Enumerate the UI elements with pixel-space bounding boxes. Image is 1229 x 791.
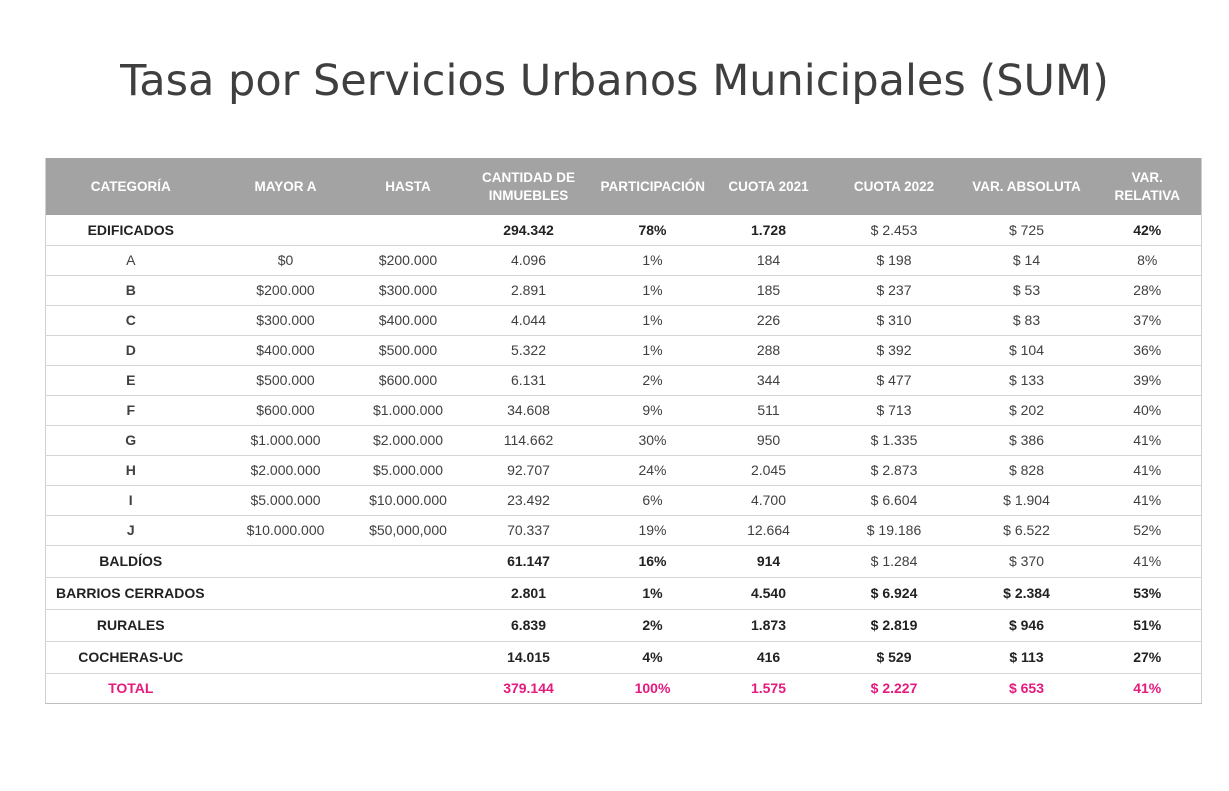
cell-hasta: $50,000,000: [369, 522, 447, 538]
table-row: [46, 515, 1202, 545]
cell-hasta: $300.000: [378, 282, 438, 298]
cell-cantidad: 379.144: [503, 680, 554, 696]
cell-participacion: 1%: [642, 282, 663, 298]
cell-cuota-2021: 4.700: [750, 492, 787, 508]
cell-hasta: [356, 577, 461, 609]
header-var-absoluta: VAR. ABSOLUTA: [960, 158, 1094, 215]
cell-var-absoluta: $ 113: [1009, 649, 1044, 665]
cell-categoria: J: [126, 522, 135, 538]
table-row: [46, 275, 1202, 305]
cell-var-absoluta: $ 653: [1008, 680, 1045, 696]
table-row: [46, 609, 1202, 641]
cell-var-relativa: 41%: [1133, 432, 1162, 448]
cell-participacion: 9%: [642, 402, 663, 418]
header-categoria: CATEGORÍA: [46, 158, 216, 215]
cell-mayor-a: $300.000: [256, 312, 315, 328]
cell-var-absoluta: $ 53: [1012, 282, 1041, 298]
cell-var-relativa: 40%: [1133, 402, 1162, 418]
header-var-relativa: VAR. RELATIVA: [1094, 158, 1202, 215]
cell-var-relativa: 53%: [1133, 585, 1162, 601]
cell-categoria: RURALES: [96, 617, 165, 633]
cell-categoria: H: [125, 462, 136, 478]
cell-var-absoluta: $ 370: [1008, 553, 1045, 569]
cell-mayor-a: $600.000: [256, 402, 315, 418]
cell-var-relativa: 51%: [1133, 617, 1162, 633]
cell-cuota-2021: 288: [756, 342, 781, 358]
cell-cantidad: 2.891: [510, 282, 547, 298]
cell-hasta: $10.000.000: [369, 492, 447, 508]
cell-categoria: F: [126, 402, 136, 418]
cell-cantidad: 70.337: [507, 522, 550, 538]
header-cuota-2021: CUOTA 2021: [709, 158, 829, 215]
cell-var-absoluta: $ 946: [1008, 617, 1045, 633]
cell-mayor-a: $2.000.000: [250, 462, 321, 478]
cell-cuota-2022: $ 529: [876, 649, 912, 665]
header-mayor-a: MAYOR A: [216, 158, 356, 215]
cell-cuota-2022: $ 2.819: [870, 617, 918, 633]
cell-categoria: TOTAL: [108, 680, 154, 696]
cell-cuota-2021: 511: [757, 402, 780, 418]
cell-cuota-2022: $ 2.453: [870, 221, 918, 238]
cell-mayor-a: $200.000: [256, 282, 315, 298]
cell-cantidad: 2.801: [510, 585, 547, 601]
cell-var-relativa: 42%: [1133, 221, 1162, 238]
cell-categoria: BALDÍOS: [99, 553, 163, 569]
cell-participacion: 100%: [634, 680, 671, 696]
cell-categoria: D: [125, 342, 136, 358]
cell-mayor-a: $0: [277, 252, 294, 268]
cell-cuota-2021: 185: [756, 282, 781, 298]
cell-mayor-a: [216, 641, 356, 673]
cell-cantidad: 6.131: [510, 372, 547, 388]
cell-cuota-2021: 416: [756, 649, 781, 665]
cell-cuota-2021: 226: [756, 312, 781, 328]
cell-cuota-2021: 1.575: [750, 680, 787, 696]
cell-cantidad: 114.662: [503, 432, 554, 448]
cell-var-relativa: 52%: [1133, 522, 1162, 538]
cell-var-relativa: 8%: [1137, 252, 1158, 268]
cell-categoria: G: [125, 432, 137, 448]
page-title: Tasa por Servicios Urbanos Municipales (SUM): [120, 56, 1109, 106]
cell-cuota-2021: 1.728: [750, 221, 787, 238]
cell-hasta: [356, 609, 461, 641]
cell-var-relativa: 36%: [1133, 342, 1162, 358]
cell-mayor-a: $1.000.000: [250, 432, 321, 448]
header-participacion: PARTICIPACIÓN: [597, 158, 709, 215]
cell-cuota-2022: $ 392: [876, 342, 912, 358]
cell-hasta: $600.000: [378, 372, 438, 388]
cell-participacion: 2%: [642, 617, 663, 633]
table-row: [46, 545, 1202, 577]
cell-cuota-2021: 914: [756, 553, 781, 569]
cell-hasta: $5.000.000: [372, 462, 444, 478]
cell-cantidad: 4.044: [510, 312, 547, 328]
table-row: [46, 215, 1202, 245]
table-row: [46, 425, 1202, 455]
cell-var-absoluta: $ 202: [1008, 402, 1045, 418]
cell-cantidad: 14.015: [507, 649, 550, 665]
cell-hasta: [356, 641, 461, 673]
cell-cuota-2021: 12.664: [747, 522, 790, 538]
cell-cuota-2022: $ 477: [876, 372, 912, 388]
table-row: [46, 641, 1202, 673]
cell-hasta: $200.000: [378, 252, 438, 268]
cell-participacion: 4%: [642, 649, 663, 665]
cell-cuota-2022: $ 2.227: [870, 680, 918, 696]
cell-mayor-a: [216, 577, 356, 609]
cell-categoria: EDIFICADOS: [87, 221, 174, 238]
cell-var-absoluta: $ 104: [1008, 342, 1045, 358]
cell-mayor-a: $400.000: [256, 342, 315, 358]
cell-cuota-2022: $ 19.186: [866, 522, 922, 538]
cell-participacion: 1%: [642, 252, 663, 268]
cell-categoria: COCHERAS-UC: [78, 649, 184, 665]
cell-var-relativa: 28%: [1133, 282, 1162, 298]
cell-var-relativa: 39%: [1133, 372, 1162, 388]
total-row: [46, 673, 1202, 703]
table-row: [46, 577, 1202, 609]
table-row: [46, 485, 1202, 515]
cell-participacion: 1%: [642, 342, 663, 358]
cell-var-relativa: 41%: [1133, 492, 1162, 508]
cell-var-absoluta: $ 2.384: [1003, 585, 1050, 601]
cell-cuota-2021: 1.873: [750, 617, 787, 633]
cell-cantidad: 61.147: [507, 553, 550, 569]
cell-var-absoluta: $ 83: [1012, 312, 1041, 328]
cell-participacion: 1%: [642, 312, 663, 328]
cell-cantidad: 34.608: [507, 402, 550, 418]
table-row: [46, 395, 1202, 425]
cell-cantidad: 6.839: [510, 617, 547, 633]
cell-var-absoluta: $ 828: [1008, 462, 1045, 478]
cell-hasta: $2.000.000: [372, 432, 444, 448]
cell-cuota-2022: $ 713: [876, 402, 912, 418]
cell-participacion: 6%: [642, 492, 663, 508]
cell-cuota-2022: $ 310: [876, 312, 912, 328]
cell-cuota-2021: 2.045: [750, 462, 787, 478]
cell-cuota-2021: 184: [756, 252, 781, 268]
cell-participacion: 24%: [638, 462, 667, 478]
header-cantidad-inmuebles: CANTIDAD DE INMUEBLES: [461, 158, 597, 215]
table-row: [46, 365, 1202, 395]
cell-var-absoluta: $ 133: [1008, 372, 1045, 388]
cell-cuota-2022: $ 6.604: [870, 492, 918, 508]
cell-var-absoluta: $ 725: [1008, 221, 1045, 238]
cell-cantidad: 23.492: [507, 492, 550, 508]
cell-categoria: C: [125, 312, 136, 328]
table-row: [46, 335, 1202, 365]
cell-hasta: [356, 215, 461, 245]
cell-participacion: 16%: [638, 553, 667, 569]
cell-categoria: B: [125, 282, 136, 298]
cell-mayor-a: [216, 673, 356, 703]
cell-hasta: [356, 673, 461, 703]
cell-categoria: BARRIOS CERRADOS: [56, 585, 205, 601]
table-body: [46, 215, 1202, 703]
cell-hasta: [356, 545, 461, 577]
cell-cuota-2021: 344: [756, 372, 781, 388]
cell-hasta: $500.000: [378, 342, 438, 358]
header-cuota-2022: CUOTA 2022: [829, 158, 960, 215]
cell-hasta: $1.000.000: [372, 402, 444, 418]
cell-mayor-a: [216, 215, 356, 245]
cell-mayor-a: [216, 609, 356, 641]
cell-cantidad: 92.707: [507, 462, 550, 478]
cell-cuota-2022: $ 6.924: [870, 585, 918, 601]
cell-participacion: 78%: [638, 221, 667, 238]
cell-cantidad: 294.342: [503, 221, 554, 238]
cell-mayor-a: $10.000.000: [246, 522, 325, 538]
cell-cuota-2022: $ 1.284: [870, 553, 918, 569]
table-row: [46, 245, 1202, 275]
cell-cuota-2022: $ 198: [876, 252, 912, 268]
cell-participacion: 2%: [642, 372, 663, 388]
cell-participacion: 1%: [642, 585, 663, 601]
cell-categoria: I: [128, 492, 133, 508]
cell-var-absoluta: $ 386: [1008, 432, 1045, 448]
cell-participacion: 30%: [638, 432, 667, 448]
cell-mayor-a: $500.000: [256, 372, 315, 388]
table-header: [46, 158, 1202, 215]
table-row: [46, 455, 1202, 485]
cell-var-absoluta: $ 14: [1012, 252, 1041, 268]
cell-cuota-2022: $ 1.335: [870, 432, 918, 448]
cell-hasta: $400.000: [378, 312, 438, 328]
cell-var-relativa: 41%: [1133, 680, 1162, 696]
cell-var-absoluta: $ 1.904: [1003, 492, 1050, 508]
cell-cantidad: 5.322: [510, 342, 547, 358]
cell-participacion: 19%: [638, 522, 667, 538]
cell-mayor-a: [216, 545, 356, 577]
cell-cuota-2022: $ 2.873: [870, 462, 918, 478]
cell-cuota-2021: 950: [756, 432, 781, 448]
cell-var-relativa: 41%: [1133, 553, 1162, 569]
cell-cuota-2022: $ 237: [876, 282, 912, 298]
cell-mayor-a: $5.000.000: [250, 492, 321, 508]
cell-var-relativa: 37%: [1133, 312, 1162, 328]
cell-cantidad: 4.096: [510, 252, 547, 268]
sum-table: [45, 158, 1202, 704]
cell-var-relativa: 27%: [1133, 649, 1162, 665]
cell-var-relativa: 41%: [1133, 462, 1162, 478]
cell-var-absoluta: $ 6.522: [1003, 522, 1050, 538]
cell-categoria: A: [126, 252, 136, 268]
cell-cuota-2021: 4.540: [750, 585, 787, 601]
cell-categoria: E: [126, 372, 136, 388]
header-row: [46, 158, 1202, 215]
table-row: [46, 305, 1202, 335]
header-hasta: HASTA: [356, 158, 461, 215]
